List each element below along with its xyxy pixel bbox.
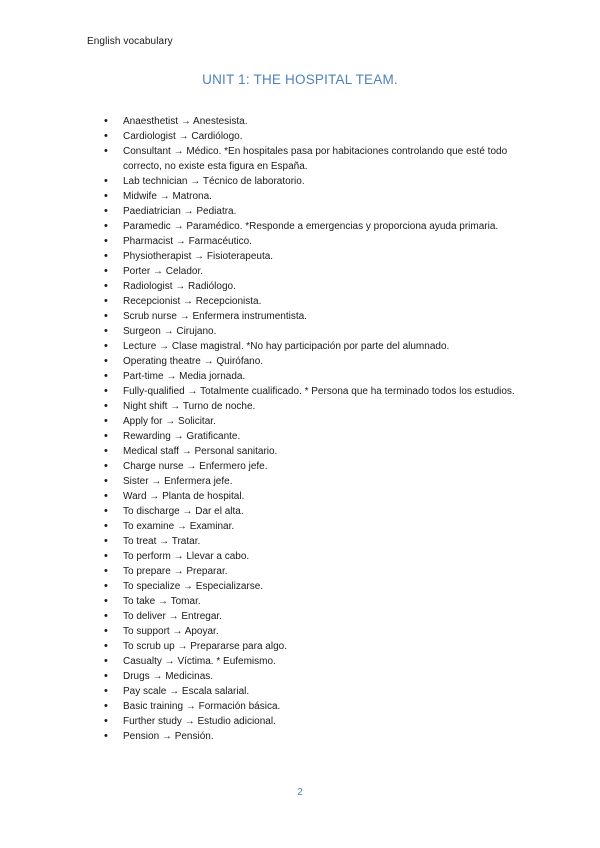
vocab-item: • Further study → Estudio adicional. (104, 714, 534, 729)
vocab-item: • Rewarding → Gratificante. (104, 429, 534, 444)
vocab-item: • Medical staff → Personal sanitario. (104, 444, 534, 459)
page-number: 2 (297, 787, 303, 798)
vocab-item: • Sister → Enfermera jefe. (104, 474, 534, 489)
vocab-item: • Night shift → Turno de noche. (104, 399, 534, 414)
vocab-item: • Pharmacist → Farmacéutico. (104, 234, 534, 249)
vocab-item: • To scrub up → Prepararse para algo. (104, 639, 534, 654)
vocab-item: • To perform → Llevar a cabo. (104, 549, 534, 564)
vocab-item: • Charge nurse → Enfermero jefe. (104, 459, 534, 474)
vocab-item: • Fully-qualified → Totalmente cualificado. * Persona que ha terminado todos los estudios. (104, 384, 534, 399)
unit-title: UNIT 1: THE HOSPITAL TEAM. (202, 72, 398, 87)
vocab-item: • Pay scale → Escala salarial. (104, 684, 534, 699)
vocab-item: • Casualty → Víctima. * Eufemismo. (104, 654, 534, 669)
vocab-item: • Midwife → Matrona. (104, 189, 534, 204)
vocab-item: • To prepare → Preparar. (104, 564, 534, 579)
vocab-item: • To treat → Tratar. (104, 534, 534, 549)
vocab-item: • Recepcionist → Recepcionista. (104, 294, 534, 309)
document-header: English vocabulary (87, 36, 173, 47)
vocab-item: • To specialize → Especializarse. (104, 579, 534, 594)
vocab-item: • To support → Apoyar. (104, 624, 534, 639)
vocab-item: • Lab technician → Técnico de laboratorio. (104, 174, 534, 189)
vocab-item: • Physiotherapist → Fisioterapeuta. (104, 249, 534, 264)
vocab-item: • Pension → Pensión. (104, 729, 534, 744)
vocab-item: • To take → Tomar. (104, 594, 534, 609)
vocab-item: • To deliver → Entregar. (104, 609, 534, 624)
vocab-item: • To discharge → Dar el alta. (104, 504, 534, 519)
vocab-item: • Basic training → Formación básica. (104, 699, 534, 714)
vocab-item: • Operating theatre → Quirófano. (104, 354, 534, 369)
vocab-item: • Cardiologist → Cardiólogo. (104, 129, 534, 144)
vocab-item: • Drugs → Medicinas. (104, 669, 534, 684)
vocab-item: • Part-time → Media jornada. (104, 369, 534, 384)
vocab-item: • Lecture → Clase magistral. *No hay participación por parte del alumnado. (104, 339, 534, 354)
vocabulary-list (104, 114, 534, 744)
vocab-item: • To examine → Examinar. (104, 519, 534, 534)
vocab-item: • Consultant → Médico. *En hospitales pasa por habitaciones controlando que esté todo correcto, no existe esta figura en España. (104, 144, 534, 174)
vocab-item: • Paramedic → Paramédico. *Responde a emergencias y proporciona ayuda primaria. (104, 219, 534, 234)
vocab-item: • Paediatrician → Pediatra. (104, 204, 534, 219)
vocab-item: • Radiologist → Radiólogo. (104, 279, 534, 294)
vocab-item: • Apply for → Solicitar. (104, 414, 534, 429)
vocab-item: • Ward → Planta de hospital. (104, 489, 534, 504)
vocab-item: • Porter → Celador. (104, 264, 534, 279)
vocab-item: • Scrub nurse → Enfermera instrumentista. (104, 309, 534, 324)
vocab-item: • Surgeon → Cirujano. (104, 324, 534, 339)
vocab-item: • Anaesthetist → Anestesista. (104, 114, 534, 129)
